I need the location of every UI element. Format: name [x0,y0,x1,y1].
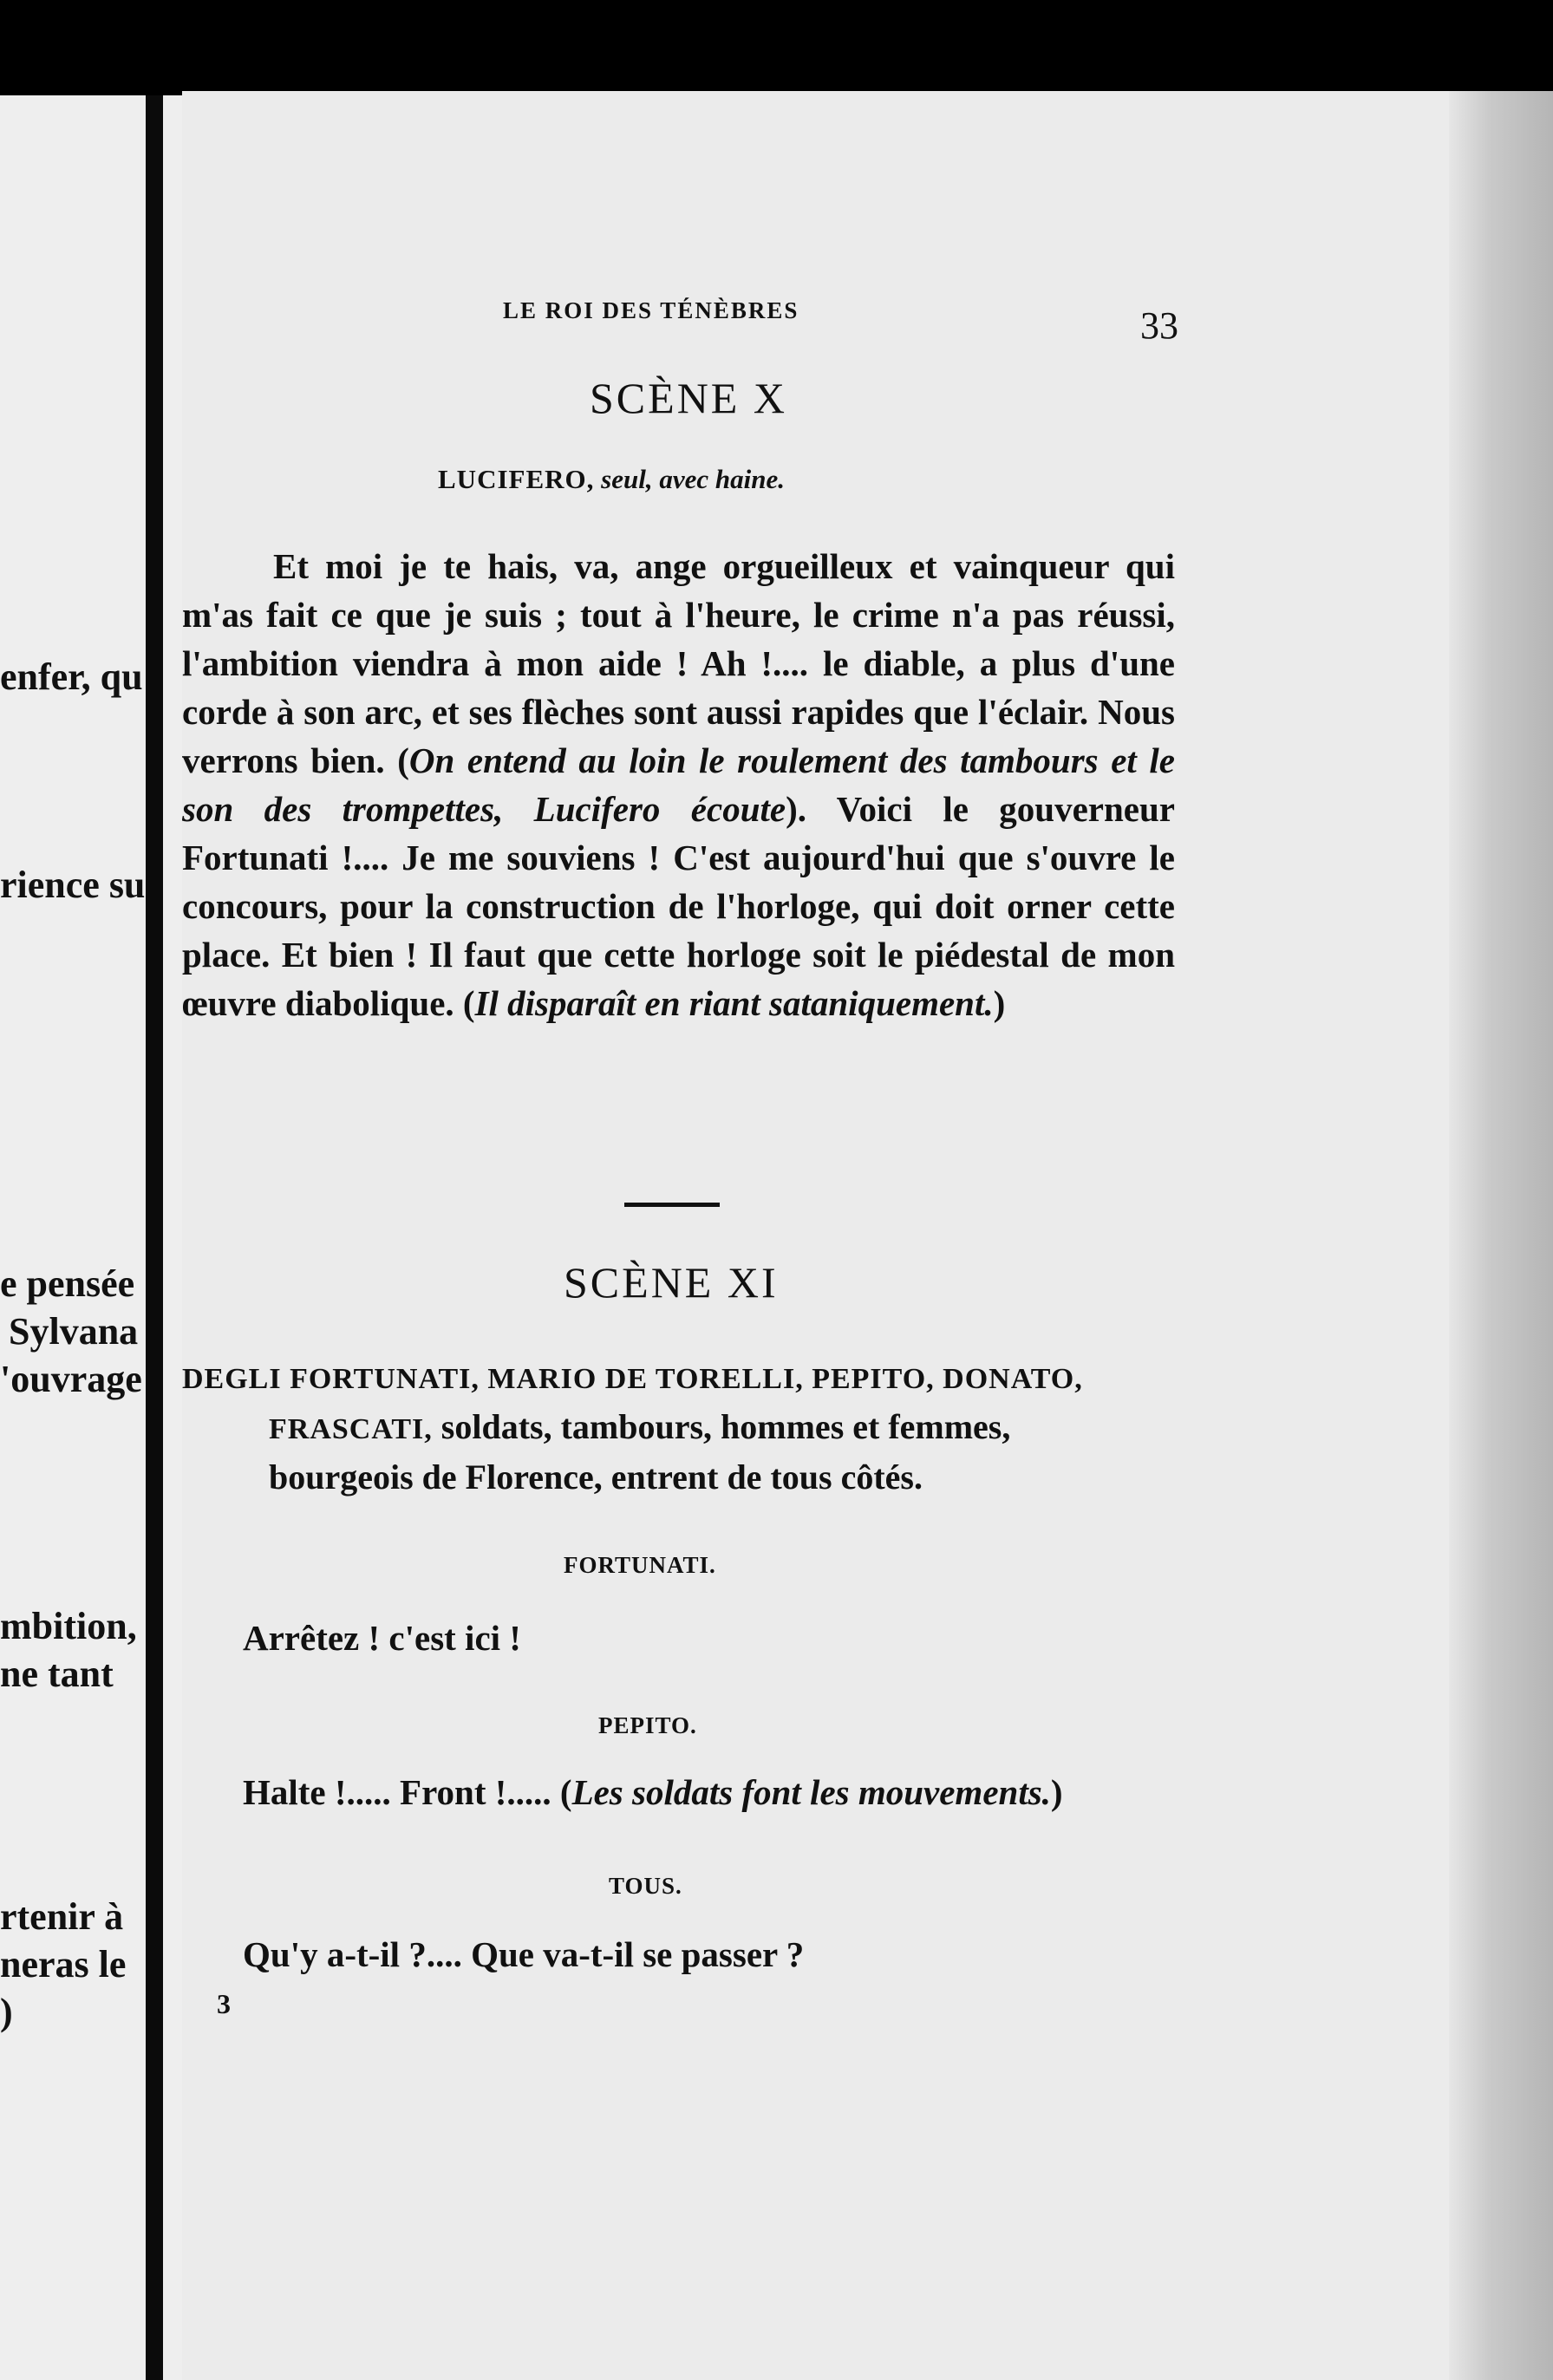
speech-line [243,1769,1188,1816]
speaker-name: LUCIFERO, [438,464,595,494]
paragraph-text: ) [993,983,1006,1023]
paragraph-stage-direction: On entend au loin le roulement des tambours et le son des trompettes, Lucifero écoute [182,740,1175,829]
paragraph-text: ). Voici le gouverneur Fortunati !.... Je me souviens ! C'est aujourd'hui que s'ouvre le concours, pour la construction de l'horloge, qui doit orner cette place. Et bien ! Il faut que cette horloge soit le piédestal de mon œuvre diabolique. ( [182,789,1176,1023]
book-page [182,91,1553,2380]
speech-line: Qu'y a-t-il ?.... Que va-t-il se passer ? [243,1934,805,1974]
left-line: Sylvana [9,1310,139,1353]
left-line: neras le [0,1943,127,1986]
left-line: rtenir à [0,1895,124,1938]
left-line: enfer, qu [0,655,143,698]
page-number: 33 [1140,304,1178,347]
scene-x-title: SCÈNE X [590,374,787,422]
scene-xi-title: SCÈNE XI [564,1258,779,1307]
left-line: e pensée [0,1262,135,1305]
role-name: FORTUNATI. [564,1552,716,1578]
speech-stage-direction: Les soldats font les mouvements. [571,1772,1051,1812]
section-divider [624,1203,720,1207]
speech-text: ) [1050,1772,1063,1812]
speech-line: Arrêtez ! c'est ici ! [243,1618,521,1658]
cast-names: FRASCATI, [269,1413,433,1445]
role-name: TOUS. [609,1873,682,1899]
cast-names: DEGLI FORTUNATI, MARIO DE TORELLI, PEPITO, DONATO, [182,1363,1083,1395]
running-head: LE ROI DES TÉNÈBRES [503,297,799,323]
book-gutter [146,95,163,2380]
left-line: ne tant [0,1653,114,1695]
scene-x-speaker [438,464,785,495]
cast-text: bourgeois de Florence, entrent de tous côtés. [269,1457,923,1496]
cast-text: soldats, tambours, hommes et femmes, [432,1407,1011,1446]
speech-text: Halte !..... Front !..... ( [243,1772,572,1812]
left-line: mbition, [0,1605,137,1647]
role-name: PEPITO. [598,1712,697,1738]
left-line: rience su [0,864,146,906]
stage-direction: seul, avec haine. [601,464,785,494]
left-line: 'ouvrage [0,1358,142,1400]
monologue-paragraph [182,542,1175,1027]
paragraph-stage-direction: Il disparaît en riant sataniquement. [474,983,994,1023]
left-line: ) [0,1991,13,2033]
page-edge-shadow [1449,91,1553,2380]
signature-mark: 3 [217,1988,231,2019]
scene-xi-cast [182,1353,1188,1501]
paragraph-text: Et moi je te hais, va, ange orgueilleux et vainqueur qui m'as fait ce que je suis ; tout à l'heure, le crime n'a pas réussi, l'ambition viendra à mon aide ! Ah !.... le diable, a plus d'une corde à son arc, et ses flèches sont aussi rapides que l'éclair. Nous verrons bien. ( [182,546,1175,780]
